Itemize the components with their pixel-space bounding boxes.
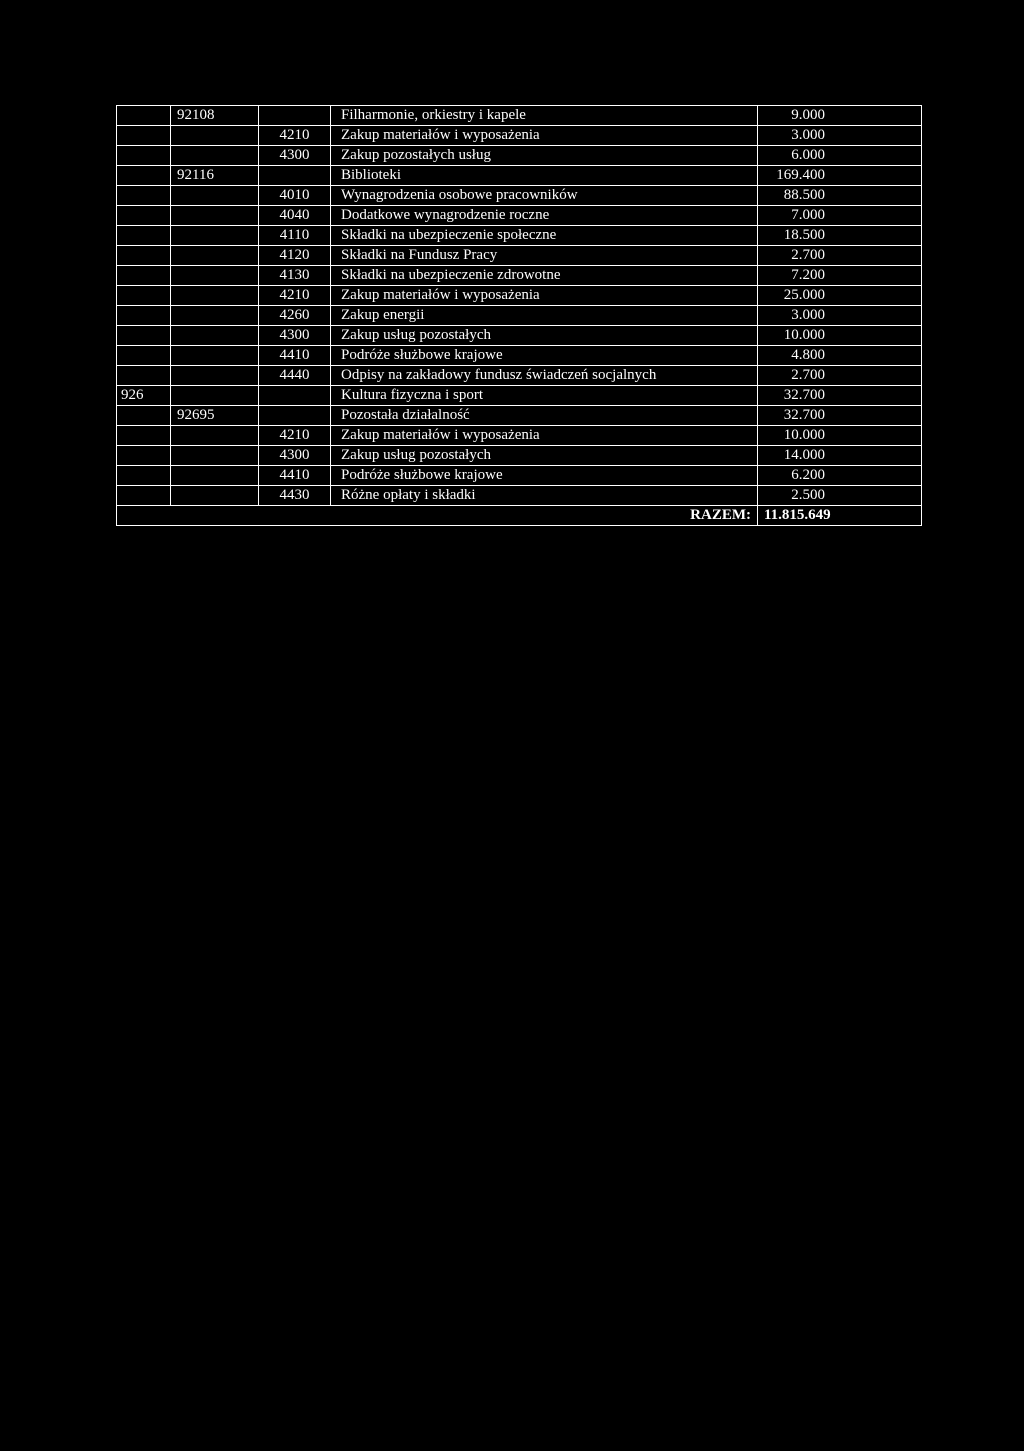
dzial-cell xyxy=(117,406,171,426)
dzial-cell xyxy=(117,346,171,366)
paragraf-cell: 4110 xyxy=(259,226,331,246)
kwota-cell: 25.000 xyxy=(758,286,922,306)
table-row xyxy=(117,326,922,346)
paragraf-cell xyxy=(259,386,331,406)
paragraf-cell: 4430 xyxy=(259,486,331,506)
dzial-cell xyxy=(117,326,171,346)
rozdzial-cell xyxy=(171,146,259,166)
nazwa-cell: Podróże służbowe krajowe xyxy=(331,466,758,486)
rozdzial-cell xyxy=(171,466,259,486)
nazwa-cell: Zakup usług pozostałych xyxy=(331,446,758,466)
rozdzial-cell: 92695 xyxy=(171,406,259,426)
paragraf-cell: 4210 xyxy=(259,126,331,146)
paragraf-cell: 4210 xyxy=(259,426,331,446)
nazwa-cell: Odpisy na zakładowy fundusz świadczeń socjalnych xyxy=(331,366,758,386)
kwota-cell: 6.000 xyxy=(758,146,922,166)
nazwa-cell: Podróże służbowe krajowe xyxy=(331,346,758,366)
dzial-cell xyxy=(117,266,171,286)
kwota-cell: 2.700 xyxy=(758,246,922,266)
dzial-cell xyxy=(117,286,171,306)
rozdzial-cell xyxy=(171,126,259,146)
table-row xyxy=(117,266,922,286)
dzial-cell xyxy=(117,226,171,246)
rozdzial-cell: 92116 xyxy=(171,166,259,186)
table-row xyxy=(117,446,922,466)
rozdzial-cell xyxy=(171,266,259,286)
total-value: 11.815.649 xyxy=(758,506,922,526)
nazwa-cell: Zakup pozostałych usług xyxy=(331,146,758,166)
kwota-cell: 10.000 xyxy=(758,326,922,346)
nazwa-cell: Zakup energii xyxy=(331,306,758,326)
rozdzial-cell xyxy=(171,446,259,466)
kwota-cell: 6.200 xyxy=(758,466,922,486)
kwota-cell: 32.700 xyxy=(758,406,922,426)
paragraf-cell: 4260 xyxy=(259,306,331,326)
paragraf-cell xyxy=(259,106,331,126)
dzial-cell xyxy=(117,306,171,326)
kwota-cell: 9.000 xyxy=(758,106,922,126)
budget-table xyxy=(116,105,922,526)
rozdzial-cell xyxy=(171,346,259,366)
nazwa-cell: Składki na ubezpieczenie społeczne xyxy=(331,226,758,246)
rozdzial-cell xyxy=(171,326,259,346)
rozdzial-cell xyxy=(171,286,259,306)
dzial-cell xyxy=(117,366,171,386)
dzial-cell xyxy=(117,206,171,226)
dzial-cell: 926 xyxy=(117,386,171,406)
table-row xyxy=(117,226,922,246)
dzial-cell xyxy=(117,446,171,466)
rozdzial-cell xyxy=(171,426,259,446)
kwota-cell: 14.000 xyxy=(758,446,922,466)
rozdzial-cell xyxy=(171,226,259,246)
kwota-cell: 10.000 xyxy=(758,426,922,446)
paragraf-cell: 4130 xyxy=(259,266,331,286)
kwota-cell: 18.500 xyxy=(758,226,922,246)
kwota-cell: 2.500 xyxy=(758,486,922,506)
table-row xyxy=(117,246,922,266)
rozdzial-cell xyxy=(171,206,259,226)
nazwa-cell: Składki na ubezpieczenie zdrowotne xyxy=(331,266,758,286)
table-row xyxy=(117,166,922,186)
paragraf-cell xyxy=(259,406,331,426)
table-row xyxy=(117,186,922,206)
paragraf-cell: 4040 xyxy=(259,206,331,226)
table-row xyxy=(117,466,922,486)
total-label: RAZEM: xyxy=(117,506,758,526)
nazwa-cell: Zakup materiałów i wyposażenia xyxy=(331,126,758,146)
nazwa-cell: Składki na Fundusz Pracy xyxy=(331,246,758,266)
paragraf-cell: 4440 xyxy=(259,366,331,386)
table-body xyxy=(117,106,922,526)
dzial-cell xyxy=(117,246,171,266)
paragraf-cell: 4300 xyxy=(259,146,331,166)
table-row xyxy=(117,406,922,426)
paragraf-cell: 4410 xyxy=(259,466,331,486)
dzial-cell xyxy=(117,486,171,506)
table-row xyxy=(117,126,922,146)
paragraf-cell: 4120 xyxy=(259,246,331,266)
kwota-cell: 3.000 xyxy=(758,126,922,146)
dzial-cell xyxy=(117,426,171,446)
kwota-cell: 7.200 xyxy=(758,266,922,286)
table-row xyxy=(117,426,922,446)
nazwa-cell: Wynagrodzenia osobowe pracowników xyxy=(331,186,758,206)
nazwa-cell: Pozostała działalność xyxy=(331,406,758,426)
rozdzial-cell xyxy=(171,366,259,386)
nazwa-cell: Zakup materiałów i wyposażenia xyxy=(331,286,758,306)
nazwa-cell: Różne opłaty i składki xyxy=(331,486,758,506)
table-row xyxy=(117,486,922,506)
rozdzial-cell xyxy=(171,386,259,406)
table-row xyxy=(117,366,922,386)
dzial-cell xyxy=(117,146,171,166)
rozdzial-cell xyxy=(171,186,259,206)
paragraf-cell: 4300 xyxy=(259,446,331,466)
rozdzial-cell: 92108 xyxy=(171,106,259,126)
nazwa-cell: Zakup materiałów i wyposażenia xyxy=(331,426,758,446)
nazwa-cell: Kultura fizyczna i sport xyxy=(331,386,758,406)
table-row xyxy=(117,206,922,226)
nazwa-cell: Filharmonie, orkiestry i kapele xyxy=(331,106,758,126)
kwota-cell: 3.000 xyxy=(758,306,922,326)
table-row xyxy=(117,106,922,126)
paragraf-cell: 4410 xyxy=(259,346,331,366)
paragraf-cell xyxy=(259,166,331,186)
table-row xyxy=(117,306,922,326)
dzial-cell xyxy=(117,126,171,146)
rozdzial-cell xyxy=(171,246,259,266)
kwota-cell: 32.700 xyxy=(758,386,922,406)
paragraf-cell: 4300 xyxy=(259,326,331,346)
nazwa-cell: Zakup usług pozostałych xyxy=(331,326,758,346)
dzial-cell xyxy=(117,466,171,486)
paragraf-cell: 4010 xyxy=(259,186,331,206)
paragraf-cell: 4210 xyxy=(259,286,331,306)
kwota-cell: 4.800 xyxy=(758,346,922,366)
total-row xyxy=(117,506,922,526)
nazwa-cell: Dodatkowe wynagrodzenie roczne xyxy=(331,206,758,226)
table-row xyxy=(117,286,922,306)
kwota-cell: 169.400 xyxy=(758,166,922,186)
table-row xyxy=(117,346,922,366)
table-row xyxy=(117,386,922,406)
kwota-cell: 88.500 xyxy=(758,186,922,206)
dzial-cell xyxy=(117,186,171,206)
dzial-cell xyxy=(117,106,171,126)
rozdzial-cell xyxy=(171,306,259,326)
rozdzial-cell xyxy=(171,486,259,506)
dzial-cell xyxy=(117,166,171,186)
kwota-cell: 2.700 xyxy=(758,366,922,386)
nazwa-cell: Biblioteki xyxy=(331,166,758,186)
kwota-cell: 7.000 xyxy=(758,206,922,226)
table-row xyxy=(117,146,922,166)
